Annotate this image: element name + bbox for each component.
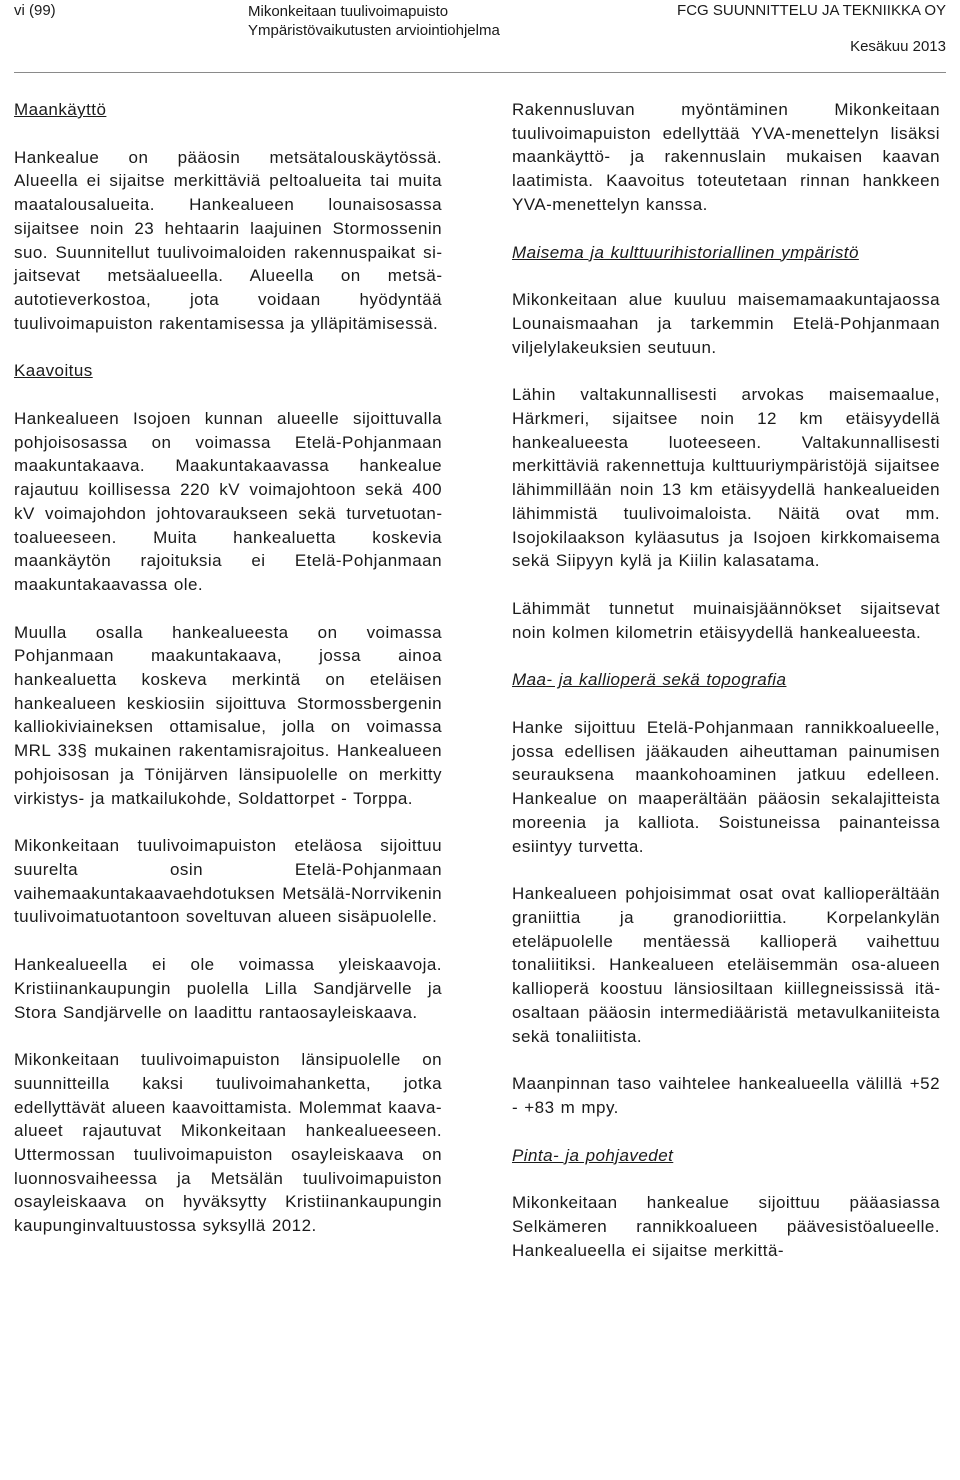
paragraph: Mikonkeitaan hankealue sijoittuu pääasiassa Selkämeren rannikkoalueen päävesistöalueelle. Hankealueella ei sijaitse merkittä-: [512, 1193, 940, 1260]
paragraph: Rakennusluvan myöntäminen Mikonkeitaan tuulivoimapuiston edellyttää YVA-menettelyn lisäksi maankäyttö- ja rakennuslain mukaisen kaavan laatimista. Kaavoitus toteutetaan rinnan hankkeen YVA-menettelyn kanssa.: [512, 100, 940, 214]
paragraph: Mikonkeitaan tuulivoimapuiston länsipuolelle on suunnitteilla kaksi tuulivoimahanketta, jotka edellyttävät alueen kaavoittamista. Molemmat kaava-alueet rajautuvat Mikonkeitaan hankealueeseen. Uttermossan tuulivoimapuiston osayleiskaava on luonnosvaiheessa ja Metsälän tuulivoimapuiston osayleiskaava on hyväksytty Kristiinankaupungin kaupunginvaltuustossa syksyllä 2012.: [14, 1050, 442, 1236]
paragraph: Maanpinnan taso vaihtelee hankealueella välillä +52 - +83 m mpy.: [512, 1074, 940, 1117]
paragraph: Hankealueen Isojoen kunnan alueelle sijoittuvalla pohjoisosassa on voimassa Etelä-Pohjanmaan maakuntakaava. Maakuntakaavassa hankealue rajautuu koillisessa 220 kV voimajohtoon sekä 400 kV voimajohdon johtovaraukseen sekä turvetuotantoalueeseen. Muita hankealuetta koskevia maankäytön rajoituksia ei Etelä-Pohjanmaan maakuntakaavassa ole.: [14, 409, 442, 594]
page-number: vi (99): [14, 2, 56, 19]
header-divider: [14, 72, 946, 73]
paragraph: Muulla osalla hankealueesta on voimassa Pohjanmaan maakuntakaava, jossa ainoa hankealuetta koskeva merkintä on eteläisen hankealueen keskiosiin sijoittuva Stormossbergenin kalliokiviaineksen ottamisalue, jolla on voimassa MRL 33§ mukainen rakentamisrajoitus. Hankealueen pohjoisosan ja Tönijärven länsipuolelle on merkitty virkistys- ja matkailukohde, Soldattorpet - Torppa.: [14, 622, 442, 808]
company-name: FCG SUUNNITTELU JA TEKNIIKKA OY: [677, 2, 946, 19]
document-date: Kesäkuu 2013: [850, 38, 946, 55]
document-title-line-1: Mikonkeitaan tuulivoimapuisto: [248, 3, 449, 20]
document-title: [248, 2, 500, 40]
heading-pinta-ja-pohjavedet: Pinta- ja pohjavedet: [512, 1145, 674, 1165]
paragraph: Lähimmät tunnetut muinaisjäännökset sijaitsevat noin kolmen kilometrin etäisyydellä hankealueesta.: [512, 598, 940, 642]
right-column: [512, 98, 940, 1286]
heading-kaavoitus: Kaavoitus: [14, 361, 93, 381]
left-column: [14, 98, 442, 1262]
paragraph: Hankealueella ei ole voimassa yleiskaavoja. Kristiinankaupungin puolella Lilla Sandjärvelle ja Stora Sandjärvelle on laadittu rantaosayleiskaava.: [14, 955, 442, 1022]
paragraph: Lähin valtakunnallisesti arvokas maisemaalue, Härkmeri, sijaitsee noin 12 km etäisyydellä hankealueesta luoteeseen. Valtakunnallisesti merkittäviä rakennettuja kulttuuriympäristöjä sijaitsee lähimmillään noin 13 km etäisyydellä hankealueiden lähimmistä tuulivoimaloista. Näitä ovat mm. Isojokilaakson kyläasutus ja Isojoen kirkkomaisema sekä Siipyyn kylä ja Kiilin kalasatama.: [512, 385, 940, 571]
page-header: [0, 0, 960, 70]
paragraph: Hankealue on pääosin metsätalouskäytössä. Alueella ei sijaitse merkittäviä peltoalueita tai muita maatalousalueita. Hankealueen lounaisosassa sijaitsee noin 23 hehtaarin laajuinen Stormossenin suo. Suunnitellut tuulivoimaloiden rakennuspaikat sijaitsevat metsäalueella. Alueella on metsäautotieverkostoa, jota voidaan hyödyntää tuulivoimapuiston rakentamisessa ja ylläpitämisessä.: [14, 147, 442, 333]
heading-maaperä: Maa- ja kallioperä sekä topografia: [512, 670, 787, 690]
paragraph: Mikonkeitaan alue kuuluu maisemamaakuntajaossa Lounaismaahan ja tarkemmin Etelä-Pohjanmaan viljelylakeuksien seutuun.: [512, 290, 940, 357]
heading-maisema: Maisema ja kulttuurihistoriallinen ympäristö: [512, 242, 859, 262]
heading-maankaytto: Maankäyttö: [14, 100, 107, 119]
document-title-line-2: Ympäristövaikutusten arviointiohjelma: [248, 22, 500, 39]
paragraph: Hanke sijoittuu Etelä-Pohjanmaan rannikkoalueelle, jossa edellisen jääkauden aiheuttaman painumisen seurauksena maankohoaminen jatkuu edelleen. Hankealue on maaperältään pääosin sekalajitteista moreenia ja kalliota. Soistuneissa painanteissa esiintyy turvetta.: [512, 718, 940, 856]
paragraph: Mikonkeitaan tuulivoimapuiston eteläosa sijoittuu suurelta osin Etelä-Pohjanmaan vaihemaakuntakaavaehdotuksen Metsälä-Norrvikenin tuulivoimatuotantoon soveltuvan alueen sisäpuolelle.: [14, 836, 442, 927]
paragraph: Hankealueen pohjoisimmat osat ovat kallioperältään graniittia ja granodioriittia. Korpelankylän eteläpuolelle mentäessä kallioperä vaihettuu tonaliitiksi. Hankealueen eteläisemmän osa-alueen kallioperä koostuu länsiosiltaan kiillegneississä itäosaltaan pääosin intermediääristä metavulkaniiteista sekä tonaliitista.: [512, 884, 940, 1046]
